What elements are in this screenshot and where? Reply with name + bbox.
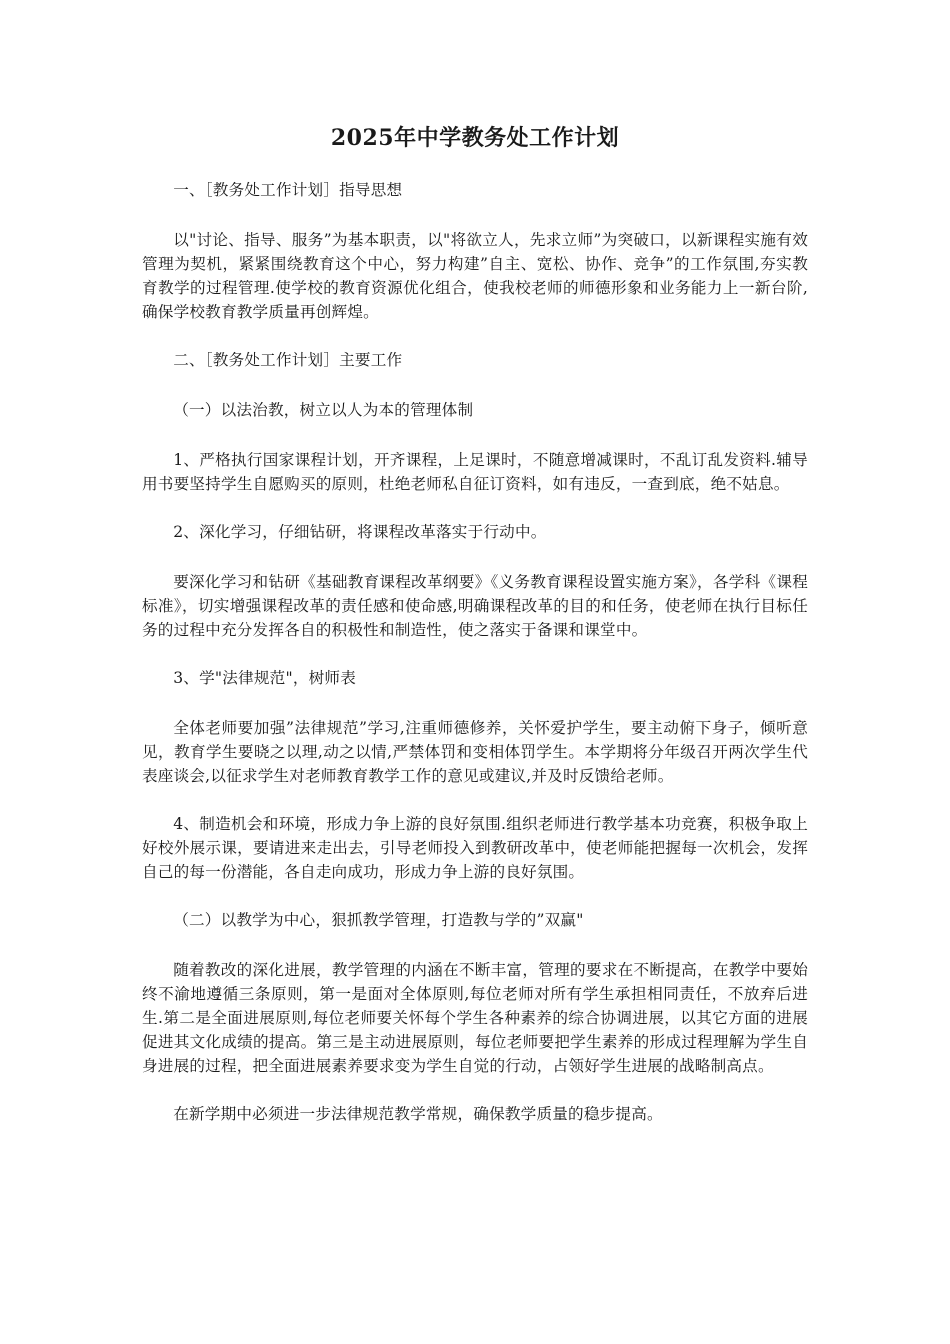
subsection-heading-2: （二）以教学为中心，狠抓教学管理，打造教与学的”双赢" xyxy=(173,911,584,929)
section-heading-guiding-ideology: 一、［教务处工作计划］指导思想 xyxy=(173,181,403,199)
paragraph: 随着教改的深化进展，教学管理的内涵在不断丰富，管理的要求在不断提高，在教学中要始终不渝地遵循三条原则，第一是面对全体原则,每位老师对所有学生承担相同责任，不放弃后进生.第二是全面进展原则,每位老师要关怀每个学生各种素养的综合协调进展，以其它方面的进展促进其文化成绩的提高。第三是主动进展原则，每位老师要把学生素养的形成过程理解为学生自身进展的过程，把全面进展素养要求变为学生自觉的行动，占领好学生进展的战略制高点。 xyxy=(142,961,808,1075)
paragraph: 4、制造机会和环境，形成力争上游的良好氛围.组织老师进行教学基本功竞赛，积极争取上好校外展示课，要请进来走出去，引导老师投入到教研改革中，使老师能把握每一次机会，发挥自己的每一份潜能，各自走向成功，形成力争上游的良好氛围。 xyxy=(142,815,808,881)
paragraph: 1、严格执行国家课程计划，开齐课程，上足课时，不随意增减课时，不乱订乱发资料.辅导用书要坚持学生自愿购买的原则，杜绝老师私自征订资料，如有违反，一查到底，绝不姑息。 xyxy=(142,451,808,493)
paragraph: 要深化学习和钻研《基础教育课程改革纲要》《义务教育课程设置实施方案》，各学科《课程标准》，切实增强课程改革的责任感和使命感,明确课程改革的目的和任务，使老师在执行目标任务的过程中充分发挥各自的积极性和制造性，使之落实于备课和课堂中。 xyxy=(142,573,808,639)
section-heading-main-work: 二、［教务处工作计划］主要工作 xyxy=(173,351,403,369)
document-title: 2025年中学教务处工作计划 xyxy=(330,125,620,151)
paragraph: 在新学期中必须进一步法律规范教学常规，确保教学质量的稳步提高。 xyxy=(173,1105,663,1123)
paragraph: 以"讨论、指导、服务”为基本职责，以"将欲立人，先求立师”为突破口，以新课程实施有效管理为契机，紧紧围绕教育这个中心，努力构建”自主、宽松、协作、竞争”的工作氛围,夯实教育教学的过程管理.使学校的教育资源优化组合，使我校老师的师德形象和业务能力上一新台阶,确保学校教育教学质量再创辉煌。 xyxy=(142,231,808,321)
paragraph: 全体老师要加强”法律规范”学习,注重师德修养，关怀爱护学生，要主动俯下身子，倾听意见，教育学生要晓之以理,动之以情,严禁体罚和变相体罚学生。本学期将分年级召开两次学生代表座谈会,以征求学生对老师教育教学工作的意见或建议,并及时反馈给老师。 xyxy=(142,719,808,785)
item-heading-2: 2、深化学习，仔细钻研，将课程改革落实于行动中。 xyxy=(173,523,547,541)
subsection-heading-1: （一）以法治教，树立以人为本的管理体制 xyxy=(173,401,474,419)
item-heading-3: 3、学"法律规范"，树师表 xyxy=(173,669,356,687)
